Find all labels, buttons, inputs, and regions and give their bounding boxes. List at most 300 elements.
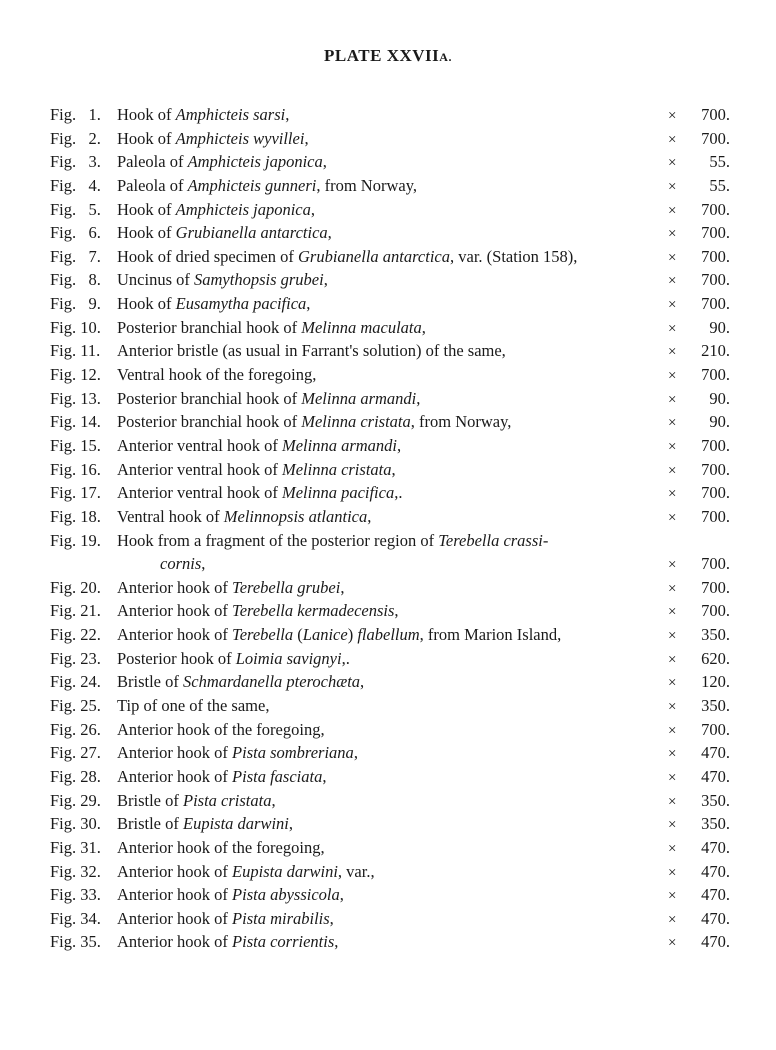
magnification-value: 700. xyxy=(701,506,730,526)
magnification xyxy=(668,670,736,696)
magnification-value: 700. xyxy=(701,199,730,219)
magnification-value: 700. xyxy=(701,246,730,266)
figure-description xyxy=(117,387,636,411)
magnification xyxy=(668,576,736,602)
description-text: , xyxy=(323,270,328,290)
figure-description xyxy=(117,410,636,434)
description-text: , xyxy=(310,199,315,219)
magnification-value: 470. xyxy=(701,766,730,786)
magnification xyxy=(668,481,736,507)
magnification-value: 470. xyxy=(701,932,730,952)
times-symbol: × xyxy=(668,604,677,621)
figure-description xyxy=(117,434,636,458)
species-name: Melinna cristata xyxy=(301,412,411,432)
times-symbol: × xyxy=(668,108,677,124)
magnification xyxy=(668,623,736,649)
description-text: , xyxy=(339,885,344,905)
species-name: Terebella crassi- xyxy=(438,530,549,550)
species-name: Terebella grubei xyxy=(232,577,341,597)
description-text: , from Norway, xyxy=(316,175,417,195)
times-symbol: × xyxy=(668,368,677,385)
times-symbol: × xyxy=(668,320,677,337)
magnification xyxy=(668,221,736,247)
description-text: Ventral hook of the foregoing, xyxy=(117,365,317,385)
list-item xyxy=(0,316,776,340)
times-symbol: × xyxy=(668,699,677,716)
figure-number: Fig. 25. xyxy=(50,696,101,716)
magnification-value: 700. xyxy=(701,105,730,124)
figure-description xyxy=(117,860,636,884)
description-text: Anterior hook of xyxy=(117,743,233,763)
list-item xyxy=(0,552,776,576)
magnification xyxy=(668,836,736,862)
times-symbol: × xyxy=(668,486,677,503)
list-item xyxy=(0,599,776,623)
list-item xyxy=(0,812,776,836)
figure-number: Fig. 16. xyxy=(50,459,101,479)
magnification xyxy=(668,599,736,625)
figure-number: Fig. 13. xyxy=(50,388,101,408)
times-symbol: × xyxy=(668,438,677,455)
description-text: ( xyxy=(293,625,303,645)
figure-number: Fig. 32. xyxy=(50,861,101,881)
times-symbol: × xyxy=(668,344,677,361)
figure-description xyxy=(117,670,636,694)
times-symbol: × xyxy=(668,628,677,645)
magnification xyxy=(668,387,736,413)
description-text: Bristle of xyxy=(117,672,183,692)
description-text: , xyxy=(334,932,339,952)
figure-number: Fig. 34. xyxy=(50,908,101,928)
description-text: , xyxy=(391,459,396,479)
figure-description xyxy=(117,576,636,600)
magnification-value: 350. xyxy=(701,696,730,716)
list-item xyxy=(0,127,776,151)
times-symbol: × xyxy=(668,580,677,597)
magnification-value: 700. xyxy=(701,577,730,597)
figure-number: Fig. 1. xyxy=(50,105,101,124)
figure-number: Fig. 19. xyxy=(50,530,101,550)
figure-list xyxy=(0,103,776,954)
magnification-value: 120. xyxy=(701,672,730,692)
figure-number: Fig. 22. xyxy=(50,625,101,645)
times-symbol: × xyxy=(668,817,677,834)
times-symbol: × xyxy=(668,391,677,408)
times-symbol: × xyxy=(668,840,677,857)
magnification-value: 470. xyxy=(701,743,730,763)
description-text: Hook of xyxy=(117,223,176,243)
figure-description xyxy=(117,458,636,482)
figure-description xyxy=(117,812,636,836)
magnification-value: 700. xyxy=(701,435,730,455)
figure-description xyxy=(117,268,636,292)
description-text: , var. (Station 158), xyxy=(450,246,578,266)
magnification xyxy=(668,339,736,365)
figure-description xyxy=(117,599,636,623)
list-item xyxy=(0,410,776,434)
list-item xyxy=(0,718,776,742)
list-item xyxy=(0,481,776,505)
species-name: Melinna armandi xyxy=(301,388,417,408)
species-name: Lanice xyxy=(302,625,348,645)
magnification-value: 700. xyxy=(701,554,730,574)
description-text: , xyxy=(421,317,426,337)
figure-number: Fig. 28. xyxy=(50,766,101,786)
figure-number: Fig. 31. xyxy=(50,837,101,857)
magnification xyxy=(668,647,736,673)
species-name: Amphicteis japonica xyxy=(187,152,323,172)
description-text: Anterior ventral hook of xyxy=(117,435,282,455)
description-text: , xyxy=(271,790,276,810)
magnification-value: 700. xyxy=(701,270,730,290)
description-text: , xyxy=(304,128,309,148)
species-name: Samythopsis grubei xyxy=(194,270,324,290)
plate-title: PLATE XXVII xyxy=(324,46,440,65)
magnification-value: 90. xyxy=(709,412,730,432)
magnification xyxy=(668,860,736,886)
magnification xyxy=(668,552,736,578)
species-name: Eupista darwini xyxy=(232,861,338,881)
list-item xyxy=(0,930,776,954)
figure-number: Fig. 14. xyxy=(50,412,101,432)
magnification xyxy=(668,245,736,271)
figure-description xyxy=(117,245,636,269)
magnification xyxy=(668,174,736,200)
figure-description xyxy=(117,198,636,222)
list-item xyxy=(0,268,776,292)
list-item xyxy=(0,694,776,718)
species-name: Grubianella antarctica xyxy=(298,246,450,266)
figure-description xyxy=(117,103,636,127)
description-text: Anterior hook of xyxy=(117,601,233,621)
figure-description xyxy=(117,529,636,553)
list-item xyxy=(0,458,776,482)
times-symbol: × xyxy=(668,864,677,881)
description-text: , xyxy=(322,766,327,786)
description-text: Anterior hook of xyxy=(117,625,233,645)
species-name: Schmardanella pterochæta xyxy=(183,672,361,692)
magnification xyxy=(668,741,736,767)
figure-description xyxy=(117,150,636,174)
magnification-value: 700. xyxy=(701,483,730,503)
description-text: , xyxy=(285,105,290,124)
magnification-value: 470. xyxy=(701,861,730,881)
figure-description xyxy=(160,552,636,576)
figure-number: Fig. 12. xyxy=(50,365,101,385)
description-text: Hook of xyxy=(117,105,176,124)
list-item xyxy=(0,221,776,245)
figure-number: Fig. 3. xyxy=(50,152,101,172)
times-symbol: × xyxy=(668,675,677,692)
list-item xyxy=(0,860,776,884)
description-text: Posterior branchial hook of xyxy=(117,412,302,432)
list-item xyxy=(0,741,776,765)
species-name: Pista sombreriana xyxy=(232,743,354,763)
list-item xyxy=(0,505,776,529)
species-name: Terebella xyxy=(232,625,294,645)
species-name: Melinnopsis atlantica xyxy=(223,506,368,526)
list-item xyxy=(0,103,776,127)
magnification xyxy=(668,907,736,933)
magnification-value: 620. xyxy=(701,648,730,668)
description-text: Anterior bristle (as usual in Farrant's solution) of the same, xyxy=(117,341,506,361)
magnification-value: 700. xyxy=(701,459,730,479)
figure-description xyxy=(117,930,636,954)
magnification xyxy=(668,789,736,815)
species-name: Amphicteis wyvillei xyxy=(175,128,305,148)
magnification xyxy=(668,505,736,531)
figure-number: Fig. 21. xyxy=(50,601,101,621)
description-text: , xyxy=(329,908,334,928)
times-symbol: × xyxy=(668,888,677,905)
figure-description xyxy=(117,883,636,907)
figure-number: Fig. 7. xyxy=(50,246,101,266)
description-text: , xyxy=(322,152,327,172)
figure-number: Fig. 18. xyxy=(50,506,101,526)
figure-number: Fig. 15. xyxy=(50,435,101,455)
description-text: Hook of xyxy=(117,294,176,314)
magnification-value: 55. xyxy=(709,175,730,195)
description-text: Anterior hook of the foregoing, xyxy=(117,719,325,739)
times-symbol: × xyxy=(668,297,677,314)
description-text: , xyxy=(288,814,294,834)
description-text: Anterior hook of the foregoing, xyxy=(117,837,325,857)
figure-description xyxy=(117,316,636,340)
description-text: Anterior hook of xyxy=(117,861,233,881)
species-name: Pista abyssicola xyxy=(232,885,340,905)
description-text: Paleola of xyxy=(117,175,188,195)
magnification xyxy=(668,127,736,153)
magnification-value: 700. xyxy=(701,601,730,621)
figure-description xyxy=(117,623,636,647)
description-text: , from Norway, xyxy=(410,412,512,432)
figure-number: Fig. 10. xyxy=(50,317,101,337)
species-name: Pista cristata xyxy=(183,790,272,810)
description-text: Anterior hook of xyxy=(117,885,233,905)
magnification-value: 700. xyxy=(701,719,730,739)
species-name: Melinna pacifica xyxy=(281,483,395,503)
magnification xyxy=(668,434,736,460)
description-text: , xyxy=(201,554,206,574)
figure-description xyxy=(117,836,636,860)
magnification-value: 700. xyxy=(701,128,730,148)
description-text: Ventral hook of xyxy=(117,506,224,526)
figure-number: Fig. 30. xyxy=(50,814,101,834)
figure-number: Fig. 26. xyxy=(50,719,101,739)
description-text: , xyxy=(353,743,358,763)
figure-description xyxy=(117,221,636,245)
magnification xyxy=(668,930,736,956)
figure-number: Fig. 20. xyxy=(50,577,101,597)
list-item xyxy=(0,907,776,931)
magnification xyxy=(668,812,736,838)
magnification xyxy=(668,363,736,389)
description-text: ) xyxy=(347,625,358,645)
times-symbol: × xyxy=(668,462,677,479)
list-item xyxy=(0,363,776,387)
description-text: Posterior branchial hook of xyxy=(117,388,302,408)
list-item xyxy=(0,292,776,316)
figure-number: Fig. 29. xyxy=(50,790,101,810)
description-text: , xyxy=(397,435,402,455)
description-text: Anterior hook of xyxy=(117,932,233,952)
magnification-value: 470. xyxy=(701,837,730,857)
magnification xyxy=(668,292,736,318)
species-name: Amphicteis japonica xyxy=(175,199,311,219)
description-text: , xyxy=(360,672,365,692)
figure-description xyxy=(117,174,636,198)
times-symbol: × xyxy=(668,273,677,290)
times-symbol: × xyxy=(668,651,677,668)
magnification xyxy=(668,268,736,294)
magnification-value: 700. xyxy=(701,365,730,385)
magnification-value: 210. xyxy=(701,341,730,361)
figure-description xyxy=(117,741,636,765)
description-text: Anterior hook of xyxy=(117,577,233,597)
figure-description xyxy=(117,718,636,742)
figure-description xyxy=(117,363,636,387)
list-item xyxy=(0,150,776,174)
list-item xyxy=(0,670,776,694)
species-name: flabellum xyxy=(357,625,420,645)
magnification xyxy=(668,198,736,224)
description-text: Anterior hook of xyxy=(117,766,233,786)
description-text: Bristle of xyxy=(117,790,183,810)
figure-description xyxy=(117,292,636,316)
description-text: , from Marion Island, xyxy=(419,625,562,645)
magnification xyxy=(668,150,736,176)
times-symbol: × xyxy=(668,131,677,148)
figure-description xyxy=(117,481,636,505)
magnification-value: 90. xyxy=(709,317,730,337)
figure-description xyxy=(117,907,636,931)
figure-number: Fig. 35. xyxy=(50,932,101,952)
description-text: , xyxy=(394,601,399,621)
species-name: Pista mirabilis xyxy=(232,908,330,928)
species-name: Amphicteis gunneri xyxy=(187,175,317,195)
times-symbol: × xyxy=(668,935,677,952)
magnification-value: 350. xyxy=(701,625,730,645)
plate-title-suffix: A. xyxy=(439,50,452,64)
figure-number: Fig. 4. xyxy=(50,175,101,195)
figure-description xyxy=(117,765,636,789)
magnification xyxy=(668,103,736,129)
figure-number: Fig. 9. xyxy=(50,294,101,314)
description-text: , xyxy=(327,223,332,243)
magnification-value: 700. xyxy=(701,294,730,314)
description-text: Anterior ventral hook of xyxy=(117,483,282,503)
magnification xyxy=(668,718,736,744)
figure-number: Fig. 24. xyxy=(50,672,101,692)
list-item xyxy=(0,883,776,907)
figure-description xyxy=(117,647,636,671)
species-name: Terebella kermadecensis xyxy=(232,601,395,621)
species-name: Pista corrientis xyxy=(232,932,335,952)
description-text: Posterior branchial hook of xyxy=(117,317,302,337)
magnification xyxy=(668,765,736,791)
magnification-value: 470. xyxy=(701,908,730,928)
times-symbol: × xyxy=(668,178,677,195)
list-item xyxy=(0,789,776,813)
species-name: Amphicteis sarsi xyxy=(175,105,286,124)
figure-number: Fig. 11. xyxy=(50,341,101,361)
species-name: Grubianella antarctica xyxy=(175,223,328,243)
times-symbol: × xyxy=(668,557,677,574)
description-text: Bristle of xyxy=(117,814,183,834)
magnification xyxy=(668,410,736,436)
species-name: Melinna maculata xyxy=(301,317,422,337)
species-name: Eupista darwini xyxy=(183,814,289,834)
times-symbol: × xyxy=(668,249,677,266)
magnification xyxy=(668,883,736,909)
figure-description xyxy=(117,789,636,813)
times-symbol: × xyxy=(668,226,677,243)
figure-number: Fig. 17. xyxy=(50,483,101,503)
description-text: Posterior hook of xyxy=(117,648,236,668)
magnification-value: 470. xyxy=(701,885,730,905)
magnification-value: 350. xyxy=(701,790,730,810)
species-name: cornis xyxy=(160,554,202,574)
times-symbol: × xyxy=(668,415,677,432)
description-text: Uncinus of xyxy=(117,270,194,290)
times-symbol: × xyxy=(668,769,677,786)
list-item xyxy=(0,245,776,269)
magnification-value: 90. xyxy=(709,388,730,408)
times-symbol: × xyxy=(668,202,677,219)
list-item xyxy=(0,623,776,647)
description-text: , var., xyxy=(337,861,375,881)
figure-number: Fig. 6. xyxy=(50,223,101,243)
figure-number: Fig. 27. xyxy=(50,743,101,763)
magnification xyxy=(668,694,736,720)
figure-description xyxy=(117,505,636,529)
times-symbol: × xyxy=(668,509,677,526)
description-text: , xyxy=(306,294,311,314)
species-name: Melinna cristata xyxy=(281,459,392,479)
times-symbol: × xyxy=(668,911,677,928)
figure-description xyxy=(117,127,636,151)
list-item xyxy=(0,765,776,789)
list-item xyxy=(0,529,776,553)
description-text: Hook of dried specimen of xyxy=(117,246,298,266)
figure-number: Fig. 33. xyxy=(50,885,101,905)
list-item xyxy=(0,576,776,600)
description-text: Anterior hook of xyxy=(117,908,233,928)
list-item xyxy=(0,198,776,222)
description-text: Hook of xyxy=(117,199,176,219)
list-item xyxy=(0,647,776,671)
description-text: Hook of xyxy=(117,128,176,148)
magnification xyxy=(668,316,736,342)
species-name: Eusamytha pacifica xyxy=(175,294,307,314)
figure-number: Fig. 23. xyxy=(50,648,101,668)
species-name: Loimia savignyi xyxy=(235,648,342,668)
magnification-value: 700. xyxy=(701,223,730,243)
figure-number: Fig. 8. xyxy=(50,270,101,290)
description-text: , xyxy=(367,506,372,526)
list-item xyxy=(0,836,776,860)
list-item xyxy=(0,387,776,411)
times-symbol: × xyxy=(668,746,677,763)
description-text: , xyxy=(340,577,345,597)
description-text: , xyxy=(416,388,421,408)
description-text: Paleola of xyxy=(117,152,188,172)
figure-description xyxy=(117,694,636,718)
list-item xyxy=(0,339,776,363)
magnification-value: 350. xyxy=(701,814,730,834)
list-item xyxy=(0,434,776,458)
times-symbol: × xyxy=(668,155,677,172)
